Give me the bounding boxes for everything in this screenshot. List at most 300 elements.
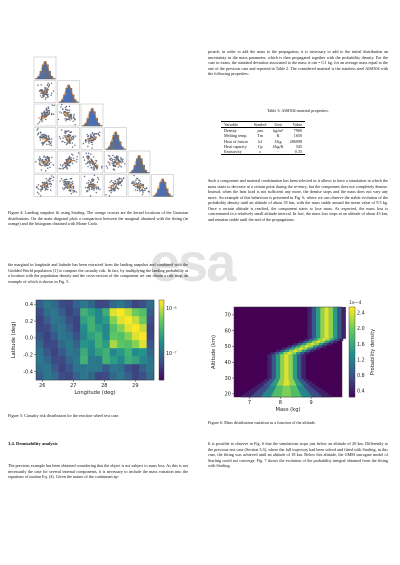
mc-sample-point xyxy=(105,194,106,195)
density-cell xyxy=(333,309,337,312)
heatmap-cell xyxy=(43,300,51,308)
mc-sample-point xyxy=(51,95,52,96)
mc-sample-point xyxy=(66,143,67,144)
mc-sample-point xyxy=(51,145,52,146)
mc-sample-point xyxy=(74,114,75,115)
y-tick-label: 20 xyxy=(224,391,231,398)
mc-sample-point xyxy=(43,142,44,143)
density-cell xyxy=(267,372,271,375)
density-cell xyxy=(324,316,328,319)
mc-sample-point xyxy=(113,162,114,163)
table-header: Variable xyxy=(221,122,251,128)
heatmap-cell xyxy=(117,316,125,324)
mc-sample-point xyxy=(75,119,76,120)
heatmap-cell xyxy=(95,372,103,380)
mc-sample-point xyxy=(50,190,51,191)
colorbar-tick-label: 10⁻⁷ xyxy=(166,352,177,357)
density-cell xyxy=(271,384,278,387)
density-cell xyxy=(316,323,320,326)
heatmap-cell xyxy=(51,364,59,372)
heatmap-cell xyxy=(88,300,96,308)
mc-sample-point xyxy=(90,195,91,196)
density-cell xyxy=(301,363,305,366)
x-axis-label: Mass (kg) xyxy=(275,407,301,413)
mc-sample-point xyxy=(96,133,97,134)
mc-sample-point xyxy=(74,160,75,161)
density-cell xyxy=(284,361,288,364)
density-cell xyxy=(312,321,316,324)
density-cell xyxy=(333,314,337,317)
mc-sample-point xyxy=(114,157,115,158)
density-cell xyxy=(265,390,274,393)
density-cell xyxy=(333,307,337,310)
density-cell xyxy=(261,381,267,384)
colorbar-segment xyxy=(159,300,164,303)
mc-sample-point xyxy=(71,178,72,179)
mc-sample-point xyxy=(40,158,41,159)
heatmap-cell xyxy=(58,324,66,332)
density-cell xyxy=(301,370,305,373)
mc-sample-point xyxy=(135,186,136,187)
table-cell: Density xyxy=(224,128,237,134)
mc-sample-point xyxy=(44,187,45,188)
heatmap-cell xyxy=(125,316,133,324)
density-cell xyxy=(316,318,320,321)
density-cell xyxy=(316,332,320,335)
density-cell xyxy=(329,323,333,326)
heatmap-cell xyxy=(80,356,88,364)
mc-sample-point xyxy=(46,88,47,89)
mc-sample-point xyxy=(40,190,41,191)
density-cell xyxy=(320,314,324,317)
heatmap-cell xyxy=(58,372,66,380)
density-cell xyxy=(324,332,328,335)
figure-5-caption: Figure 5: Casualty risk distribution for the reaction wheel test case. xyxy=(8,413,120,418)
heatmap-cell xyxy=(51,332,59,340)
x-axis-label: Longitude (deg) xyxy=(74,390,116,396)
heatmap-cell xyxy=(58,340,66,348)
heatmap-cell xyxy=(58,316,66,324)
mc-sample-point xyxy=(87,166,88,167)
density-cell xyxy=(267,368,271,371)
colorbar-segment xyxy=(349,358,355,361)
colorbar-segment xyxy=(349,319,355,322)
mc-sample-point xyxy=(41,120,42,121)
density-cell xyxy=(329,316,333,319)
mc-sample-point xyxy=(73,115,74,116)
mc-sample-point xyxy=(143,185,144,186)
figure-5-casualty-risk-map xyxy=(8,295,188,405)
mc-sample-point xyxy=(51,113,52,114)
heatmap-cell xyxy=(66,372,74,380)
heatmap-cell xyxy=(102,300,110,308)
mc-sample-point xyxy=(120,178,121,179)
density-cell xyxy=(301,354,305,357)
density-cell xyxy=(297,368,301,371)
mc-sample-point xyxy=(53,164,54,165)
density-cell xyxy=(293,375,297,378)
density-cell xyxy=(275,352,279,355)
density-cell xyxy=(337,309,341,312)
mc-sample-point xyxy=(67,181,68,182)
mc-sample-point xyxy=(92,188,93,189)
heatmap-cell xyxy=(36,348,44,356)
left-paragraph-2: The previous example has been obtained considering that the object is not subject to mass loss. As this is not necessarily the case for several internal components, it is necessary to include the mass variation into the equations of motion Eq. (4). Given the nature of the continuum ap- xyxy=(8,463,188,480)
density-cell xyxy=(293,361,297,364)
mc-sample-point xyxy=(114,189,115,190)
colorbar-segment xyxy=(159,332,164,335)
density-cell xyxy=(333,336,337,339)
mc-sample-point xyxy=(88,156,89,157)
density-cell xyxy=(272,359,276,362)
heatmap-cell xyxy=(132,316,140,324)
heatmap-cell xyxy=(95,348,103,356)
colorbar-segment xyxy=(349,325,355,328)
histogram-bar xyxy=(162,179,164,197)
heatmap-cell xyxy=(66,348,74,356)
mc-sample-point xyxy=(63,180,64,181)
density-cell xyxy=(308,341,312,344)
mc-sample-point xyxy=(37,123,38,124)
histogram-bar xyxy=(138,155,140,173)
heatmap-cell xyxy=(125,364,133,372)
histogram-bar xyxy=(68,85,70,103)
density-cell xyxy=(280,357,284,360)
density-cell xyxy=(292,345,296,348)
density-cell xyxy=(329,336,333,339)
table-header: Value xyxy=(287,122,305,128)
left-paragraph-1: the marginal in longitude and latitude has been extracted from the landing snapshot and combined with the Gridded World population [1] to compute the casualty risk. In fact, by multiplying the landing probability at a location with the population density and the cross-section of the component we can obtain a risk map, an example of which is shown in Fig. 5. xyxy=(8,262,188,284)
heatmap-cell xyxy=(95,356,103,364)
heatmap-cell xyxy=(58,356,66,364)
mc-sample-point xyxy=(83,143,84,144)
colorbar-segment xyxy=(349,352,355,355)
density-cell xyxy=(298,388,306,391)
table-cell: - xyxy=(270,149,287,155)
figure-6-caption: Figure 6: Mass distribution variation as a function of the altitude. xyxy=(208,420,316,425)
mc-sample-point xyxy=(69,116,70,117)
density-cell xyxy=(312,309,316,312)
mc-sample-point xyxy=(45,157,46,158)
mc-sample-point xyxy=(60,180,61,181)
mc-sample-point xyxy=(41,169,42,170)
mc-sample-point xyxy=(58,119,59,120)
heatmap-cell xyxy=(110,372,118,380)
heatmap-cell xyxy=(95,324,103,332)
colorbar-segment xyxy=(159,329,164,332)
density-cell xyxy=(272,375,276,378)
density-cell xyxy=(280,361,284,364)
mc-sample-point xyxy=(117,183,118,184)
mc-sample-point xyxy=(59,136,60,137)
mc-sample-point xyxy=(49,163,50,164)
density-cell xyxy=(309,345,313,348)
mc-sample-point xyxy=(43,115,44,116)
x-tick-label: 7 xyxy=(247,400,252,406)
colorbar-exponent: 1e−4 xyxy=(349,301,362,306)
density-cell xyxy=(289,370,293,373)
density-cell xyxy=(316,314,320,317)
heatmap-cell xyxy=(66,332,74,340)
density-cell xyxy=(337,312,341,315)
density-cell xyxy=(269,386,276,389)
colorbar-tick-label: 2.4 xyxy=(357,311,365,317)
heatmap-cell xyxy=(66,364,74,372)
mc-sample-point xyxy=(48,86,49,87)
mc-sample-point xyxy=(96,192,97,193)
mc-sample-point xyxy=(137,186,138,187)
density-cell xyxy=(320,330,324,333)
mc-sample-point xyxy=(48,83,49,84)
colorbar-segment xyxy=(159,353,164,356)
density-cell xyxy=(339,339,343,342)
density-cell xyxy=(275,388,283,391)
right-paragraph-2: Such a component and material combination has been selected as it allows to have a simulation in which the mass starts to decrease at a certain point during the re-entry, but the component does not completely demise. Instead, when the heat load is not sufficient any more, the demise stops and the mass does not vary any more. An example of this behaviour is presented in Fig. 6, where we can observe the stable evolution of the probability density until an altitude of about 55 km, with the mass stable around the mean value of 9.5 kg. Once a certain altitude is reached, the component starts to lose mass. As expected, the mass loss is concentrated in a relatively small altitude interval. In fact, the mass loss stops at an altitude of about 45 km, and remains stable until the end of the propagations. xyxy=(208,178,388,222)
mc-sample-point xyxy=(75,124,76,125)
mc-sample-point xyxy=(50,162,51,163)
density-cell xyxy=(297,366,301,369)
heatmap-cell xyxy=(132,340,140,348)
mc-sample-point xyxy=(69,143,70,144)
density-cell xyxy=(296,352,300,355)
heatmap-cell xyxy=(117,324,125,332)
density-cell xyxy=(306,388,314,391)
density-cell xyxy=(312,323,316,326)
density-cell xyxy=(297,363,301,366)
density-cell xyxy=(283,384,290,387)
heatmap-cell xyxy=(73,324,81,332)
density-cell xyxy=(307,312,311,315)
mc-sample-point xyxy=(38,158,39,159)
density-cell xyxy=(248,390,257,393)
heatmap-cell xyxy=(66,324,74,332)
mc-sample-point xyxy=(87,134,88,135)
colorbar-segment xyxy=(159,327,164,330)
colorbar-segment xyxy=(159,364,164,367)
density-cell xyxy=(308,390,317,393)
density-cell xyxy=(330,339,334,342)
heatmap-cell xyxy=(132,356,140,364)
mc-sample-point xyxy=(50,186,51,187)
mc-sample-point xyxy=(66,106,67,107)
mc-sample-point xyxy=(42,115,43,116)
mc-sample-point xyxy=(109,195,110,196)
mc-sample-point xyxy=(65,107,66,108)
mc-sample-point xyxy=(116,184,117,185)
heatmap-cell xyxy=(110,316,118,324)
mc-sample-point xyxy=(65,187,66,188)
heatmap-cell xyxy=(36,324,44,332)
density-cell xyxy=(337,318,341,321)
heatmap-cell xyxy=(73,340,81,348)
mc-sample-point xyxy=(69,134,70,135)
density-cell xyxy=(320,341,324,344)
mc-sample-point xyxy=(70,178,71,179)
density-cell xyxy=(289,363,293,366)
heatmap-cell xyxy=(147,332,155,340)
heatmap-cell xyxy=(36,340,44,348)
colorbar-segment xyxy=(159,372,164,375)
density-cell xyxy=(267,354,271,357)
table-cell: Melting temp. xyxy=(224,133,248,139)
mc-sample-point xyxy=(39,163,40,164)
mc-sample-point xyxy=(98,187,99,188)
heatmap-cell xyxy=(36,308,44,316)
density-cell xyxy=(307,336,311,339)
colorbar-tick-label: 10⁻⁶ xyxy=(166,307,177,312)
mc-sample-point xyxy=(74,191,75,192)
mc-sample-point xyxy=(42,143,43,144)
mc-sample-point xyxy=(87,163,88,164)
density-cell xyxy=(316,336,320,339)
mc-sample-point xyxy=(37,130,38,131)
mc-sample-point xyxy=(40,132,41,133)
density-cell xyxy=(324,323,328,326)
mc-sample-point xyxy=(113,169,114,170)
density-cell xyxy=(280,368,284,371)
heatmap-cell xyxy=(117,364,125,372)
mc-sample-point xyxy=(49,113,50,114)
heatmap-cell xyxy=(95,340,103,348)
figure-4-corner-plot xyxy=(24,55,174,205)
mc-sample-point xyxy=(114,166,115,167)
density-cell xyxy=(272,366,276,369)
mc-sample-point xyxy=(40,164,41,165)
heatmap-cell xyxy=(95,308,103,316)
mc-sample-point xyxy=(118,156,119,157)
mc-sample-point xyxy=(85,187,86,188)
mc-sample-point xyxy=(41,84,42,85)
density-cell xyxy=(254,393,263,396)
heatmap-cell xyxy=(139,332,147,340)
density-cell xyxy=(282,348,286,351)
mc-sample-point xyxy=(89,189,90,190)
density-cell xyxy=(279,379,284,382)
density-cell xyxy=(316,307,320,310)
mc-sample-point xyxy=(111,189,112,190)
density-cell xyxy=(307,318,311,321)
density-cell xyxy=(301,366,305,369)
mc-sample-point xyxy=(69,165,70,166)
density-cell xyxy=(329,318,333,321)
density-cell xyxy=(273,393,282,396)
mc-sample-point xyxy=(35,161,36,162)
mc-sample-point xyxy=(119,165,120,166)
density-cell xyxy=(324,334,328,337)
heatmap-cell xyxy=(43,324,51,332)
mc-sample-point xyxy=(61,104,62,105)
mc-sample-point xyxy=(72,183,73,184)
mc-sample-point xyxy=(94,175,95,176)
density-cell xyxy=(337,325,341,328)
density-cell xyxy=(259,388,267,391)
colorbar-segment xyxy=(349,361,355,364)
heatmap-cell xyxy=(125,356,133,364)
heatmap-cell xyxy=(125,348,133,356)
density-cell xyxy=(267,377,271,380)
mc-sample-point xyxy=(96,160,97,161)
density-cell xyxy=(272,377,276,380)
mc-sample-point xyxy=(44,156,45,157)
heatmap-cell xyxy=(88,348,96,356)
heatmap-cell xyxy=(43,316,51,324)
mc-sample-point xyxy=(135,189,136,190)
colorbar-segment xyxy=(349,355,355,358)
mc-sample-point xyxy=(67,119,68,120)
table-cell: ε xyxy=(251,149,270,155)
heatmap-cell xyxy=(43,364,51,372)
heatmap-cell xyxy=(80,372,88,380)
density-cell xyxy=(313,339,317,342)
density-cell xyxy=(272,381,278,384)
mc-sample-point xyxy=(45,119,46,120)
density-cell xyxy=(297,370,301,373)
density-cell xyxy=(267,366,271,369)
mc-sample-point xyxy=(49,181,50,182)
mc-sample-point xyxy=(92,183,93,184)
mc-sample-point xyxy=(72,163,73,164)
mc-sample-point xyxy=(73,117,74,118)
heatmap-cell xyxy=(36,364,44,372)
mc-sample-point xyxy=(49,167,50,168)
mc-sample-point xyxy=(42,134,43,135)
density-cell xyxy=(335,339,339,342)
mc-sample-point xyxy=(51,175,52,176)
mc-sample-point xyxy=(73,158,74,159)
table-cell: J/kg/K xyxy=(272,143,284,149)
heatmap-cell xyxy=(147,340,155,348)
mc-sample-point xyxy=(41,134,42,135)
mc-sample-point xyxy=(44,111,45,112)
mc-sample-point xyxy=(65,120,66,121)
mc-sample-point xyxy=(93,156,94,157)
heatmap-cell xyxy=(132,332,140,340)
heatmap-cell xyxy=(36,300,44,308)
mc-sample-point xyxy=(66,119,67,120)
heatmap-cell xyxy=(43,348,51,356)
mc-sample-point xyxy=(64,179,65,180)
density-cell xyxy=(323,343,327,346)
mc-sample-point xyxy=(112,159,113,160)
density-cell xyxy=(302,343,306,346)
table-cell: hf xyxy=(258,138,262,144)
density-cell xyxy=(316,312,320,315)
colorbar-segment xyxy=(349,337,355,340)
density-cell xyxy=(320,327,324,330)
mc-sample-point xyxy=(112,155,113,156)
mc-sample-point xyxy=(92,144,93,145)
mc-sample-point xyxy=(68,181,69,182)
heatmap-cell xyxy=(117,332,125,340)
heatmap-cell xyxy=(51,372,59,380)
mc-sample-point xyxy=(77,156,78,157)
density-cell xyxy=(276,363,280,366)
mc-sample-point xyxy=(41,159,42,160)
mc-sample-point xyxy=(43,136,44,137)
density-cell xyxy=(276,368,280,371)
mc-sample-point xyxy=(88,135,89,136)
density-cell xyxy=(283,388,291,391)
density-cell xyxy=(299,390,308,393)
density-cell xyxy=(280,366,284,369)
density-cell xyxy=(301,381,307,384)
colorbar-segment xyxy=(159,335,164,338)
density-cell xyxy=(276,375,280,378)
mc-sample-point xyxy=(41,97,42,98)
mc-sample-point xyxy=(49,144,50,145)
colorbar-segment xyxy=(159,348,164,351)
mc-sample-point xyxy=(138,180,139,181)
